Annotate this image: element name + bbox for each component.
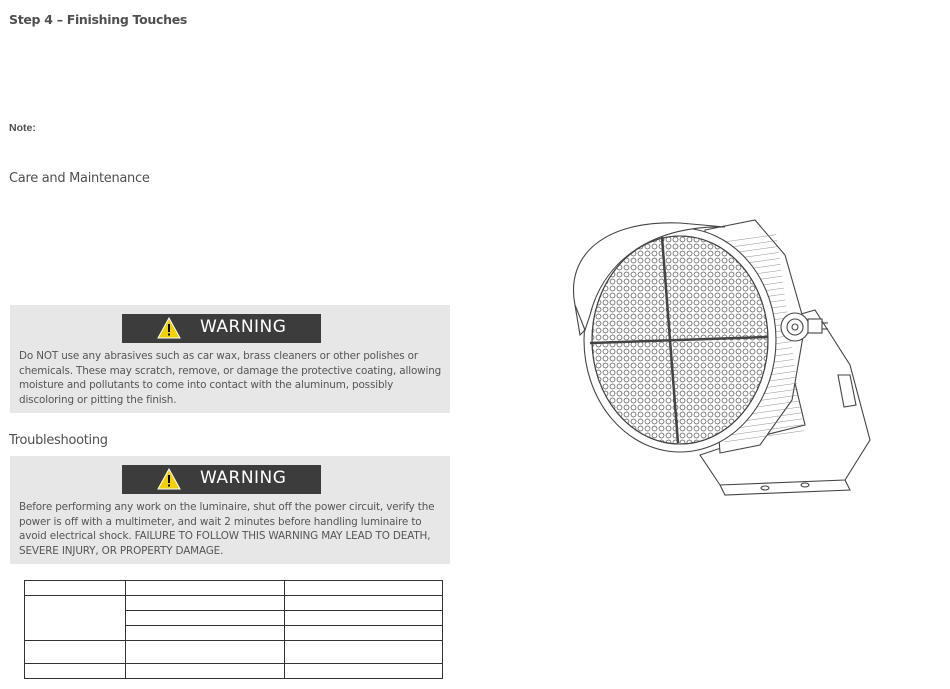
table-cell: [285, 596, 443, 611]
table-row: [25, 581, 443, 596]
table-cell: [285, 626, 443, 641]
care-warning-box: [10, 305, 450, 413]
troubleshooting-warning-text: Before performing any work on the luminaire, shut off the power circuit, verify the power is off with a multimeter, and wait 2 minutes before handling luminaire to avoid electrical shock. FAILURE TO FOLLOW THIS WARNING MAY LEAD TO DEATH, SEVERE INJURY, OR PROPERTY DAMAGE.: [19, 501, 435, 557]
care-warning-text: Do NOT use any abrasives such as car wax, brass cleaners or other polishes or chemicals. These may scratch, remove, or damage the protective coating, allowing moisture and pollutants to come into contact with the aluminum, possibly discoloring or pitting the finish.: [19, 350, 442, 406]
table-row: [25, 596, 443, 611]
troubleshooting-table: [24, 580, 443, 679]
care-heading: Care and Maintenance: [9, 171, 150, 186]
table-cell: [285, 581, 443, 596]
floodlight-illustration: [560, 215, 880, 500]
table-cell: [126, 641, 285, 664]
warning-triangle-icon: [157, 468, 181, 490]
table-row: [25, 641, 443, 664]
troubleshooting-warning-banner: [122, 465, 321, 494]
table-row: [25, 664, 443, 679]
troubleshooting-heading: Troubleshooting: [9, 433, 108, 448]
table-cell: [285, 664, 443, 679]
table-cell: [25, 581, 126, 596]
table-cell: [126, 596, 285, 611]
troubleshooting-warning-box: [10, 456, 450, 564]
note-label: Note:: [9, 122, 36, 134]
table-cell: [285, 611, 443, 626]
table-cell: [126, 664, 285, 679]
table-cell: [126, 611, 285, 626]
care-warning-title: WARNING: [200, 317, 287, 337]
table-cell: [126, 581, 285, 596]
step4-heading: Step 4 – Finishing Touches: [9, 12, 188, 27]
care-warning-banner: [122, 314, 321, 343]
warning-triangle-icon: [157, 317, 181, 339]
table-cell: [25, 596, 126, 641]
table-cell: [25, 664, 126, 679]
table-cell: [285, 641, 443, 664]
table-cell: [25, 641, 126, 664]
table-cell: [126, 626, 285, 641]
troubleshooting-warning-title: WARNING: [200, 468, 287, 488]
